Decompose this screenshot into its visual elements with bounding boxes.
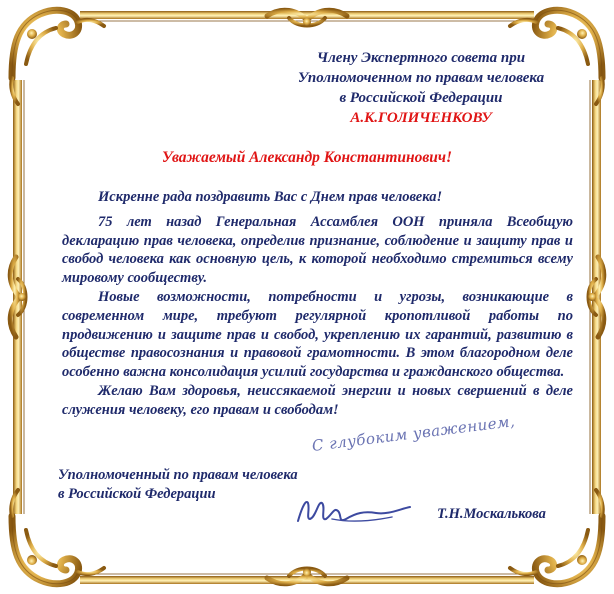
addressee-line-3: в Российской Федерации [339, 90, 503, 106]
signature-scribble [292, 485, 432, 535]
addressee-name: А.К.ГОЛИЧЕНКОВУ [350, 110, 492, 126]
body-paragraph-2: 75 лет назад Генеральная Ассамблея ООН приняла Всеобщую декларацию прав человека, определив признание, соблюдение и защиту прав и свобод человека как основную цель, к которой необходимо стремиться всему мировому сообществу. [62, 213, 573, 287]
signatory-title-line-1: Уполномоченный по правам человека [58, 467, 298, 483]
body-paragraph-4: Желаю Вам здоровья, неиссякаемой энергии и новых свершений в деле служения человеку, его правам и свободам! [62, 382, 573, 418]
handwritten-closing: С глубоким уважением, [310, 412, 517, 455]
greeting: Уважаемый Александр Константинович! [161, 149, 453, 166]
addressee-line-2: Уполномоченном по правам человека [297, 70, 545, 86]
body-paragraph-3: Новые возможности, потребности и угрозы, возникающие в современном мире, требуют регулярной кропотливой работы по продвижению и защите прав и свобод, укреплению их гарантий, развитию в обществе правосознания и правовой грамотности. В этом благородном деле особенно важна консолидация усилий государства и гражданского общества. [62, 288, 573, 381]
body-paragraph-1: Искренне рада поздравить Вас с Днем прав человека! [98, 189, 443, 205]
addressee-line-1: Члену Экспертного совета при [316, 50, 526, 66]
letter-body [62, 188, 573, 420]
signatory-name: Т.Н.Москалькова [437, 506, 546, 522]
signatory-title-line-2: в Российской Федерации [58, 486, 216, 502]
